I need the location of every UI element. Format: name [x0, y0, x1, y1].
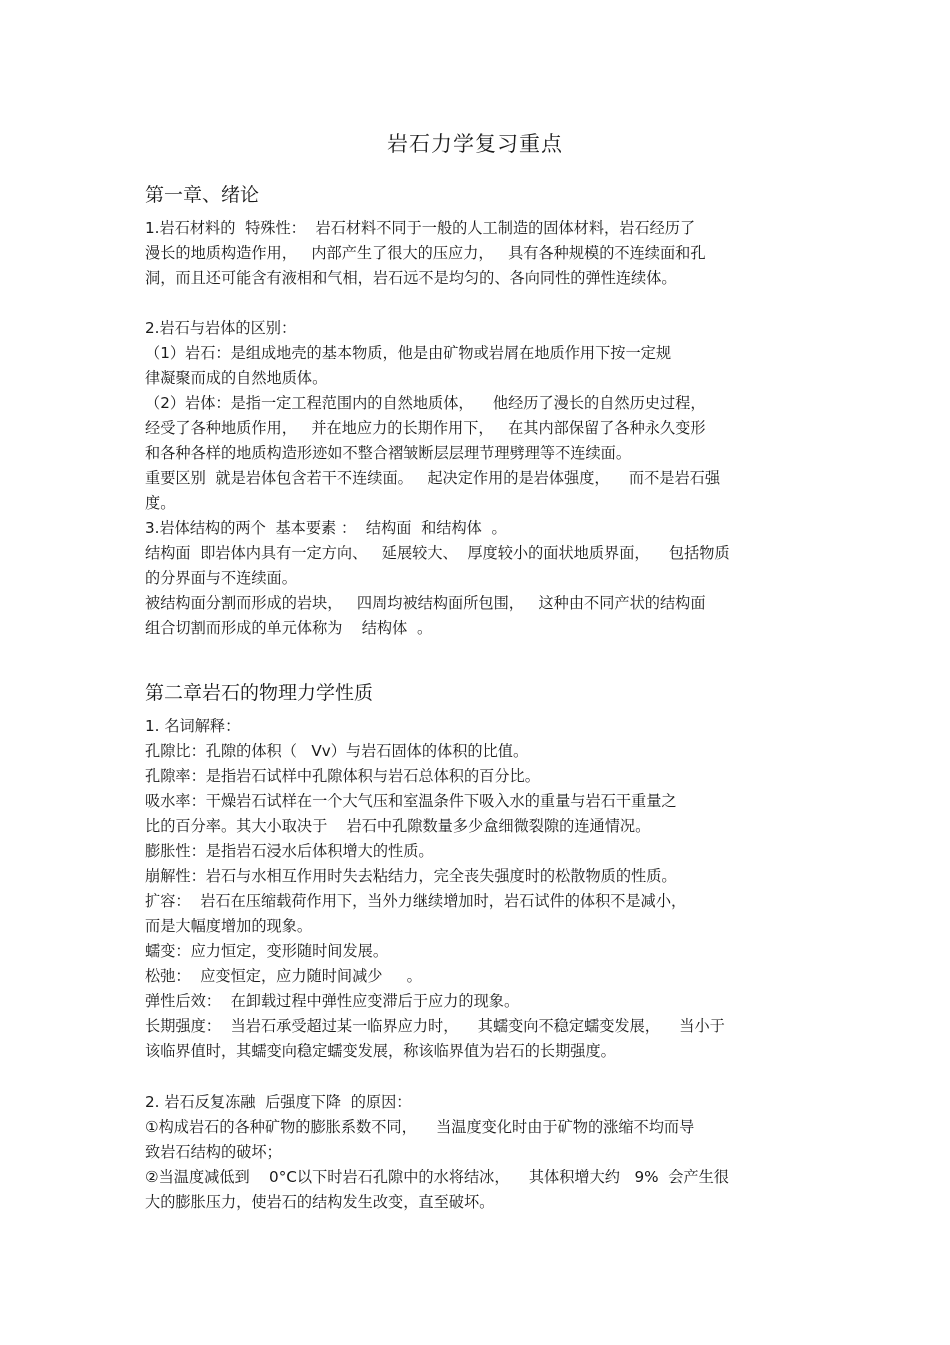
- text-line: 孔隙比：孔隙的体积（ Vv）与岩石固体的体积的比值。: [145, 742, 529, 760]
- text-line: 度。: [145, 494, 176, 512]
- text-line: （1）岩石：是组成地壳的基本物质，他是由矿物或岩屑在地质作用下按一定规: [145, 344, 672, 362]
- text-line: 1. 名词解释：: [145, 717, 241, 735]
- text-line: 经受了各种地质作用， 并在地应力的长期作用下， 在其内部保留了各种永久变形: [145, 419, 706, 437]
- text-line: 长期强度： 当岩石承受超过某一临界应力时， 其蠕变向不稳定蠕变发展， 当小于: [145, 1017, 725, 1035]
- text-line: 被结构面分割而形成的岩块， 四周均被结构面所包围， 这种由不同产状的结构面: [145, 594, 706, 612]
- chapter1-heading: 第一章、绪论: [145, 184, 260, 206]
- text-line: ①构成岩石的各种矿物的膨胀系数不同， 当温度变化时由于矿物的涨缩不均而导: [145, 1118, 695, 1136]
- text-line: （2）岩体：是指一定工程范围内的自然地质体， 他经历了漫长的自然历史过程，: [145, 394, 706, 412]
- text-line: 的分界面与不连续面。: [145, 569, 297, 587]
- chapter1-item1: [145, 216, 813, 291]
- text-line: 洞，而且还可能含有液相和气相，岩石远不是均匀的、各向同性的弹性连续体。: [145, 269, 677, 287]
- text-line: 该临界值时，其蠕变向稳定蠕变发展，称该临界值为岩石的长期强度。: [145, 1042, 616, 1060]
- text-line: 而是大幅度增加的现象。: [145, 917, 313, 935]
- text-line: 致岩石结构的破坏；: [145, 1143, 282, 1161]
- chapter1-item2: [145, 316, 813, 641]
- text-line: 吸水率：干燥岩石试样在一个大气压和室温条件下吸入水的重量与岩石干重量之: [145, 792, 677, 810]
- text-line: 膨胀性：是指岩石浸水后体积增大的性质。: [145, 842, 434, 860]
- chapter2-item2: [145, 1090, 813, 1215]
- text-line: 重要区别 就是岩体包含若干不连续面。 起决定作用的是岩体强度， 而不是岩石强: [145, 469, 721, 487]
- chapter2-heading: 第二章岩石的物理力学性质: [145, 682, 374, 704]
- text-line: ②当温度减低到 0°C以下时岩石孔隙中的水将结冰， 其体积增大约 9% 会产生很: [145, 1168, 729, 1186]
- text-line: 漫长的地质构造作用， 内部产生了很大的压应力， 具有各种规模的不连续面和孔: [145, 244, 706, 262]
- text-line: 组合切割而形成的单元体称为 结构体 。: [145, 619, 433, 637]
- text-line: 崩解性：岩石与水相互作用时失去粘结力，完全丧失强度时的松散物质的性质。: [145, 867, 677, 885]
- text-line: 孔隙率：是指岩石试样中孔隙体积与岩石总体积的百分比。: [145, 767, 540, 785]
- text-line: 扩容： 岩石在压缩载荷作用下，当外力继续增加时，岩石试件的体积不是减小，: [145, 892, 687, 910]
- text-line: 大的膨胀压力，使岩石的结构发生改变，直至破坏。: [145, 1193, 495, 1211]
- text-line: 1.岩石材料的 特殊性： 岩石材料不同于一般的人工制造的固体材料，岩石经历了: [145, 219, 696, 237]
- text-line: 比的百分率。其大小取决于 岩石中孔隙数量多少盒细微裂隙的连通情况。: [145, 817, 651, 835]
- text-line: 律凝聚而成的自然地质体。: [145, 369, 328, 387]
- text-line: 2.岩石与岩体的区别：: [145, 319, 297, 337]
- text-line: 3.岩体结构的两个 基本要素 ： 结构面 和结构体 。: [145, 519, 507, 537]
- text-line: 2. 岩石反复冻融 后强度下降 的原因：: [145, 1093, 412, 1111]
- text-line: 结构面 即岩体内具有一定方向、 延展较大、 厚度较小的面状地质界面， 包括物质: [145, 544, 730, 562]
- chapter2-item1: [145, 714, 813, 1064]
- text-line: 和各种各样的地质构造形迹如不整合褶皱断层层理节理劈理等不连续面。: [145, 444, 631, 462]
- text-line: 弹性后效： 在卸载过程中弹性应变滞后于应力的现象。: [145, 992, 520, 1010]
- document-title: 岩石力学复习重点: [387, 132, 563, 156]
- text-line: 蠕变：应力恒定，变形随时间发展。: [145, 942, 388, 960]
- text-line: 松弛： 应变恒定，应力随时间减少 。: [145, 967, 422, 985]
